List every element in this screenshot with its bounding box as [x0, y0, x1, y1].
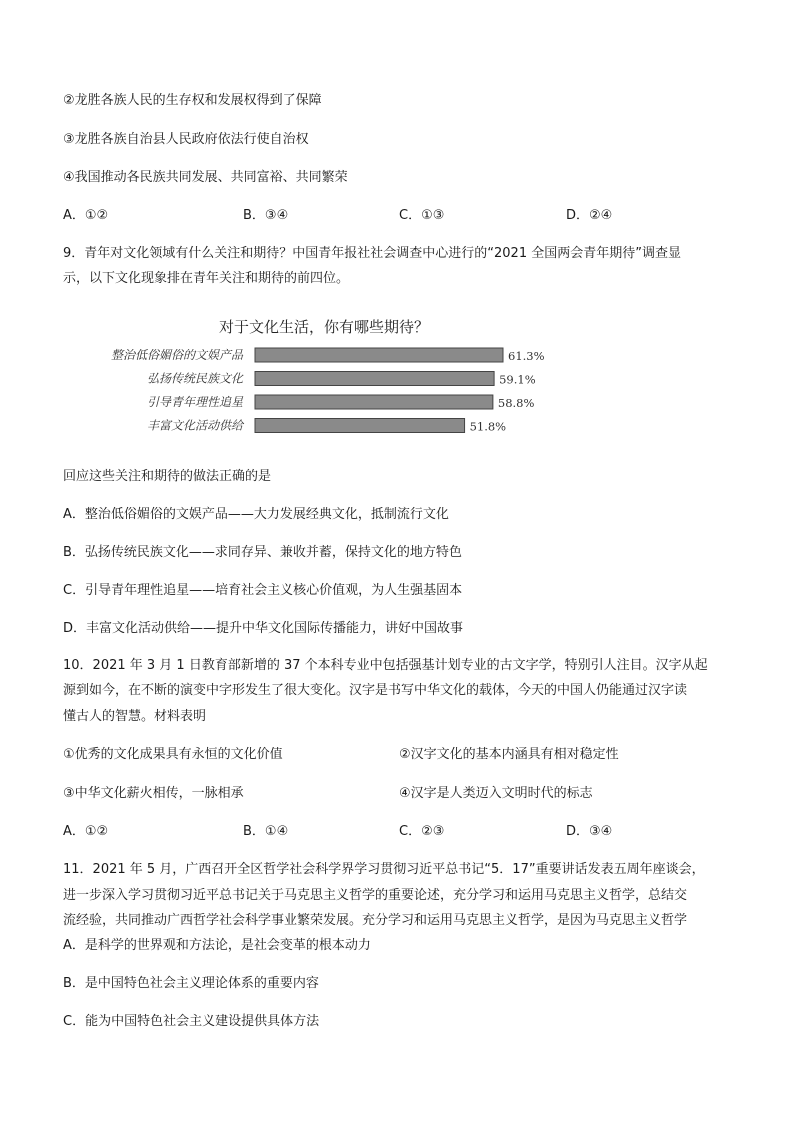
q8-option-d: D．②④ [566, 208, 613, 223]
q10-statement-4: ④汉字是人类迈入文明时代的标志 [399, 786, 593, 801]
q9-stem-line-2: 示，以下文化现象排在青年关注和期待的前四位。 [63, 271, 350, 286]
q10-stem-line-2: 源到如今，在不断的演变中字形发生了很大变化。汉字是书写中华文化的载体，今天的中国人仍能通过汉字读 [63, 683, 688, 698]
q11-option-b: B．是中国特色社会主义理论体系的重要内容 [63, 976, 319, 991]
chart-bar [255, 372, 494, 386]
chart-bar [255, 395, 493, 409]
survey-bar-chart [0, 310, 794, 450]
q10-option-a: A．①② [63, 824, 109, 839]
q8-option-a: A．①② [63, 208, 109, 223]
chart-bar [255, 419, 465, 433]
chart-bar [255, 348, 503, 362]
q10-stem-line-3: 懂古人的智慧。材料表明 [63, 709, 207, 724]
q10-option-b: B．①④ [243, 824, 289, 839]
q8-statement-4: ④我国推动各民族共同发展、共同富裕、共同繁荣 [63, 170, 348, 185]
q9-question: 回应这些关注和期待的做法正确的是 [63, 469, 272, 484]
q10-option-d: D．③④ [566, 824, 613, 839]
chart-category-label: 引导青年理性追星 [146, 395, 243, 409]
chart-category-label: 丰富文化活动供给 [146, 418, 243, 433]
q10-option-c: C．②③ [399, 824, 445, 839]
q8-option-b: B．③④ [243, 208, 289, 223]
chart-value-label: 59.1% [499, 372, 536, 387]
q11-option-a: A．是科学的世界观和方法论，是社会变革的根本动力 [63, 938, 371, 953]
q9-option-b: B．弘扬传统民族文化——求同存异、兼收并蓄，保持文化的地方特色 [63, 545, 462, 560]
q9-stem-line-1: 9．青年对文化领域有什么关注和期待？中国青年报社社会调查中心进行的“2021 全国两会青年期待”调查显 [63, 246, 681, 261]
q11-stem-line-1: 11．2021 年 5 月，广西召开全区哲学社会科学界学习贯彻习近平总书记“5．17”重要讲话发表五周年座谈会， [63, 862, 705, 877]
q8-statement-2: ②龙胜各族人民的生存权和发展权得到了保障 [63, 93, 322, 108]
q9-option-d: D．丰富文化活动供给——提升中华文化国际传播能力，讲好中国故事 [63, 621, 464, 636]
q10-statement-2: ②汉字文化的基本内涵具有相对稳定性 [399, 747, 619, 762]
q10-statement-1: ①优秀的文化成果具有永恒的文化价值 [63, 747, 283, 762]
q9-option-c: C．引导青年理性追星——培育社会主义核心价值观，为人生强基固本 [63, 583, 463, 598]
q11-option-c: C．能为中国特色社会主义建设提供具体方法 [63, 1014, 320, 1029]
chart-category-label: 整治低俗媚俗的文娱产品 [110, 348, 243, 362]
chart-value-label: 58.8% [497, 396, 535, 410]
q11-stem-line-2: 进一步深入学习贯彻习近平总书记关于马克思主义哲学的重要论述，充分学习和运用马克思主义哲学，总结交 [63, 888, 688, 903]
chart-value-label: 51.8% [469, 419, 507, 434]
q8-statement-3: ③龙胜各族自治县人民政府依法行使自治权 [63, 132, 309, 147]
q10-statement-3: ③中华文化薪火相传，一脉相承 [63, 786, 244, 801]
q10-stem-line-1: 10．2021 年 3 月 1 日教育部新增的 37 个本科专业中包括强基计划专业的古文字学，特别引人注目。汉字从起 [63, 658, 708, 673]
chart-value-label: 61.3% [508, 349, 545, 363]
q9-option-a: A．整治低俗媚俗的文娱产品——大力发展经典文化，抵制流行文化 [63, 507, 449, 522]
chart-title: 对于文化生活，你有哪些期待？ [218, 318, 430, 336]
q11-stem-line-3: 流经验，共同推动广西哲学社会科学事业繁荣发展。充分学习和运用马克思主义哲学，是因为马克思主义哲学 [63, 913, 688, 928]
q8-option-c: C．①③ [399, 208, 445, 223]
chart-category-label: 弘扬传统民族文化 [146, 371, 243, 386]
